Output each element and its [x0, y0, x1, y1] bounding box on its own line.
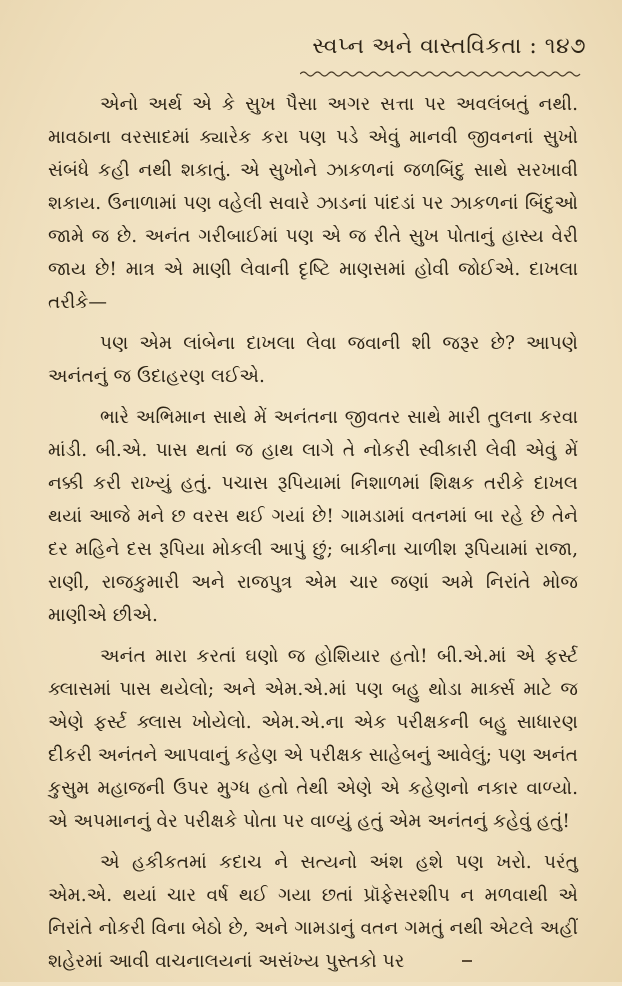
- paragraph-2: પણ એમ લાંબેના દાખલા લેવા જવાની શી જરૂર છે? આપણે અનંતનું જ ઉદાહરણ લઈએ.: [48, 333, 578, 387]
- running-head: સ્વપ્ન અને વાસ્તવિકતા : ૧૪૭: [312, 34, 586, 59]
- footer-dash: [462, 960, 472, 962]
- body-text: [48, 88, 578, 986]
- header-wavy-rule: [300, 70, 582, 78]
- paragraph-3: ભારે અભિમાન સાથે મેં અનંતના જીવતર સાથે મારી તુલના કરવા માંડી. બી.એ. પાસ થતાં જ હાથ લાગે તે નોકરી સ્વીકારી લેવી એવું મેં નક્કી કરી રાખ્યું હતું. પચાસ રૂપિયામાં નિશાળમાં શિક્ષક તરીકે દાખલ થયાં આજે મને છ વરસ થઈ ગયાં છે! ગામડામાં વતનમાં બા રહે છે તેને દર મહિને દસ રૂપિયા મોકલી આપું છું; બાકીના ચાળીશ રૂપિયામાં રાજા, રાણી, રાજકુમારી અને રાજપુત્ર એમ ચાર જણાં અમે નિરાંતે મોજ માણીએ છીએ.: [48, 407, 578, 626]
- paragraph-1: એનો અર્થ એ કે સુખ પૈસા અગર સત્તા પર અવલંબતું નથી. માવઠાના વરસાદમાં ક્યારેક કરા પણ પડે એવું માનવી જીવનનાં સુખો સંબંધે કહી નથી શકાતું. એ સુખોને ઝાકળનાં જળબિંદુ સાથે સરખાવી શકાય. ઉનાળામાં પણ વહેલી સવારે ઝાડનાં પાંદડાં પર ઝાકળનાં બિંદુઓ જામે જ છે. અનંત ગરીબાઈમાં પણ એ જ રીતે સુખ પોતાનું હાસ્ય વેરી જાય છે! માત્ર એ માણી લેવાની દૃષ્ટિ માણસમાં હોવી જોઈએ. દાખલા તરીકે—: [48, 94, 578, 313]
- paragraph-5: એ હકીકતમાં કદાચ ને સત્યનો અંશ હશે પણ ખરો. પરંતુ એમ.એ. થયાં ચાર વર્ષ થઈ ગયા છતાં પ્રૉફેસરશીપ ન મળવાથી એ નિરાંતે નોકરી વિના બેઠો છે, અને ગામડાનું વતન ગમતું નથી એટલે અહીં શહેરમાં આવી વાચનાલયનાં અસંખ્ય પુસ્તકો પર: [48, 852, 578, 972]
- paragraph-4: અનંત મારા કરતાં ઘણો જ હોશિયાર હતો! બી.એ.માં એ ફર્સ્ટ ક્લાસમાં પાસ થયેલો; અને એમ.એ.માં પણ બહુ થોડા માર્ક્સ માટે જ એણે ફર્સ્ટ ક્લાસ ખોયેલો. એમ.એ.ના એક પરીક્ષકની બહુ સાધારણ દીકરી અનંતને આપવાનું કહેણ એ પરીક્ષક સાહેબનું આવેલું; પણ અનંત કુસુમ મહાજની ઉપર મુગ્ધ હતો તેથી એણે એ કહેણનો નકાર વાળ્યો. એ અપમાનનું વેર પરીક્ષકે પોતા પર વાળ્યું હતું એમ અનંતનું કહેવું હતું!: [48, 646, 578, 832]
